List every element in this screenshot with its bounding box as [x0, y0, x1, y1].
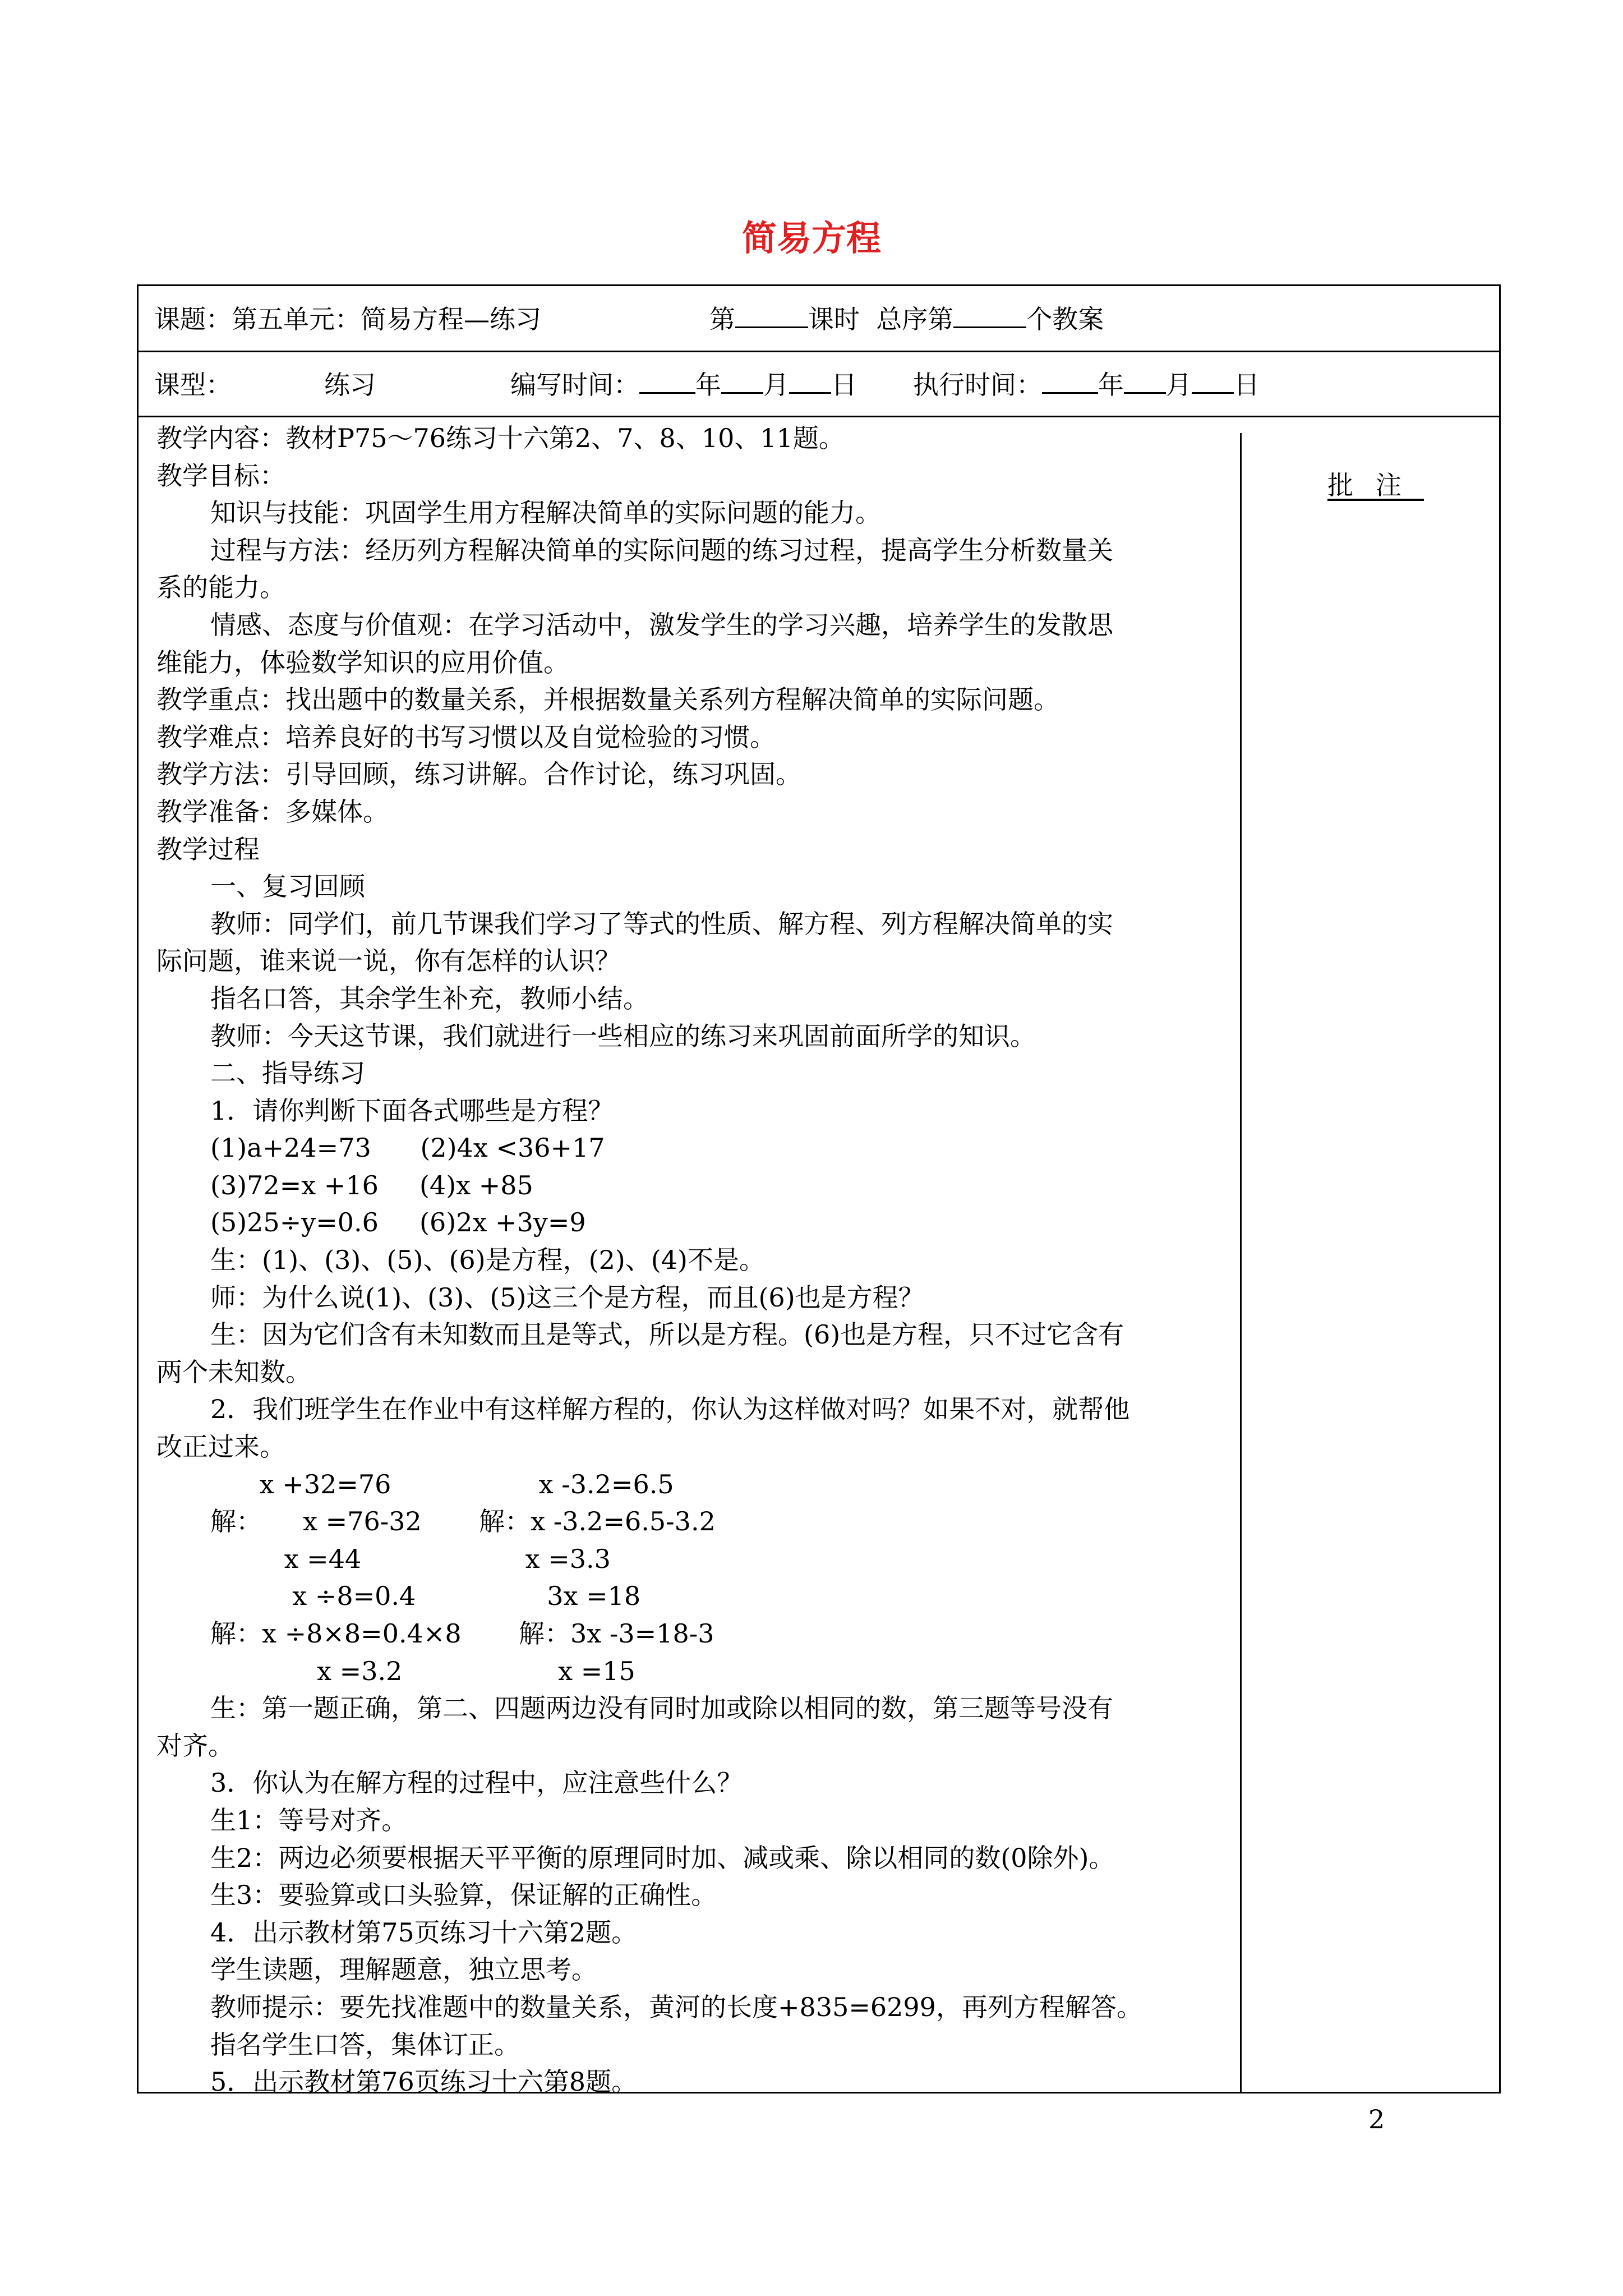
body-line: x =3.2 x =15 — [210, 1655, 635, 1686]
body-line: 系的能力。 — [156, 572, 285, 603]
body-line: 教学目标： — [156, 460, 285, 491]
type-label: 课型： — [154, 370, 232, 400]
write-month-blank — [721, 367, 763, 394]
body-line: 对齐。 — [156, 1730, 234, 1761]
page-title: 简易方程 — [741, 218, 881, 259]
lesson-prefix: 第 — [709, 304, 735, 334]
header-row-type — [154, 367, 1260, 402]
body-line: 情感、态度与价值观：在学习活动中，激发学生的学习兴趣，培养学生的发散思 — [210, 609, 1113, 640]
body-line: 1．请你判断下面各式哪些是方程？ — [210, 1095, 614, 1126]
body-line: 改正过来。 — [156, 1432, 285, 1462]
lesson-plan-table — [137, 284, 1501, 2097]
body-line: 维能力，体验数学知识的应用价值。 — [156, 647, 569, 678]
lesson-mid: 课时 总序第 — [808, 304, 954, 334]
body-line: x ÷8=0.4 3x =18 — [210, 1581, 641, 1612]
body-line: (1)a+24=73 (2)4x <36+17 — [210, 1133, 605, 1163]
body-line: 4．出示教材第75页练习十六第2题。 — [210, 1917, 638, 1948]
topic-label: 课题：第五单元：简易方程—练习 — [154, 304, 541, 334]
month-label: 月 — [1166, 370, 1192, 400]
body-line: 指名口答，其余学生补充，教师小结。 — [210, 983, 649, 1014]
lesson-body — [156, 420, 1222, 2101]
body-line: 2．我们班学生在作业中有这样解方程的，你认为这样做对吗？如果不对，就帮他 — [210, 1394, 1130, 1425]
write-year-blank — [639, 367, 695, 394]
body-line: 际问题，谁来说一说，你有怎样的认识？ — [156, 946, 621, 977]
body-line: 教学难点：培养良好的书写习惯以及自觉检验的习惯。 — [156, 721, 776, 752]
exec-year-blank — [1042, 367, 1098, 394]
type-value: 练习 — [324, 370, 376, 400]
table-divider — [139, 351, 1499, 352]
body-line: (3)72=x +16 (4)x +85 — [210, 1170, 533, 1200]
year-label: 年 — [695, 370, 721, 400]
body-line: 一、复习回顾 — [210, 871, 365, 902]
exec-month-blank — [1124, 367, 1166, 394]
day-label: 日 — [1234, 370, 1260, 400]
body-line: 知识与技能：巩固学生用方程解决简单的实际问题的能力。 — [210, 498, 881, 528]
body-line: (5)25÷y=0.6 (6)2x +3y=9 — [210, 1207, 586, 1238]
body-line: 教学内容：教材P75～76练习十六第2、7、8、10、11题。 — [156, 423, 845, 453]
body-line: 两个未知数。 — [156, 1356, 311, 1387]
body-line: 教学过程 — [156, 834, 260, 864]
body-line: 师：为什么说(1)、(3)、(5)这三个是方程，而且(6)也是方程？ — [210, 1282, 924, 1313]
lesson-suffix: 个教案 — [1026, 304, 1104, 334]
body-line: 指名学生口答，集体订正。 — [210, 2029, 520, 2060]
body-line: 教师提示：要先找准题中的数量关系，黄河的长度+835=6299，再列方程解答。 — [210, 1991, 1142, 2022]
exec-time-label: 执行时间： — [913, 370, 1042, 400]
body-line: 教学重点：找出题中的数量关系，并根据数量关系列方程解决简单的实际问题。 — [156, 684, 1059, 715]
body-line: 3．你认为在解方程的过程中，应注意些什么？ — [210, 1768, 743, 1798]
year-label: 年 — [1098, 370, 1124, 400]
annotation-column-label: 批注 — [1327, 470, 1424, 500]
body-line: x +32=76 x -3.2=6.5 — [210, 1469, 674, 1499]
sequence-blank — [953, 302, 1026, 328]
write-time-label: 编写时间： — [510, 370, 639, 400]
body-line: 学生读题，理解题意，独立思考。 — [210, 1954, 597, 1985]
body-line: 生2：两边必须要根据天平平衡的原理同时加、减或乘、除以相同的数(0除外)。 — [210, 1842, 1115, 1873]
body-line: 生：(1)、(3)、(5)、(6)是方程，(2)、(4)不是。 — [210, 1245, 765, 1276]
body-line: 教学方法：引导回顾，练习讲解。合作讨论，练习巩固。 — [156, 759, 801, 790]
body-line: 生：第一题正确，第二、四题两边没有同时加或除以相同的数，第三题等号没有 — [210, 1693, 1113, 1724]
write-day-blank — [789, 367, 831, 394]
page-number: 2 — [1368, 2104, 1385, 2134]
body-line: 教师：今天这节课，我们就进行一些相应的练习来巩固前面所学的知识。 — [210, 1020, 1036, 1051]
body-line: x =44 x =3.3 — [210, 1543, 611, 1574]
body-line: 解： x =76-32 解：x -3.2=6.5-3.2 — [210, 1506, 716, 1537]
exec-day-blank — [1192, 367, 1234, 394]
body-line: 教学准备：多媒体。 — [156, 796, 389, 827]
day-label: 日 — [831, 370, 857, 400]
lesson-blank — [735, 302, 808, 328]
body-line: 教师：同学们，前几节课我们学习了等式的性质、解方程、列方程解决简单的实 — [210, 908, 1113, 939]
body-line: 生：因为它们含有未知数而且是等式，所以是方程。(6)也是方程，只不过它含有 — [210, 1319, 1124, 1350]
body-line: 过程与方法：经历列方程解决简单的实际问题的练习过程，提高学生分析数量关 — [210, 535, 1113, 565]
body-line: 解：x ÷8×8=0.4×8 解：3x -3=18-3 — [210, 1618, 714, 1649]
header-row-topic — [154, 302, 1104, 336]
table-divider — [139, 416, 1499, 417]
body-line: 生3：要验算或口头验算，保证解的正确性。 — [210, 1880, 717, 1911]
body-line: 二、指导练习 — [210, 1058, 365, 1089]
column-divider — [1240, 433, 1242, 2092]
body-line: 生1：等号对齐。 — [210, 1805, 408, 1835]
body-line: 5．出示教材第76页练习十六第8题。 — [210, 2067, 638, 2097]
month-label: 月 — [763, 370, 789, 400]
